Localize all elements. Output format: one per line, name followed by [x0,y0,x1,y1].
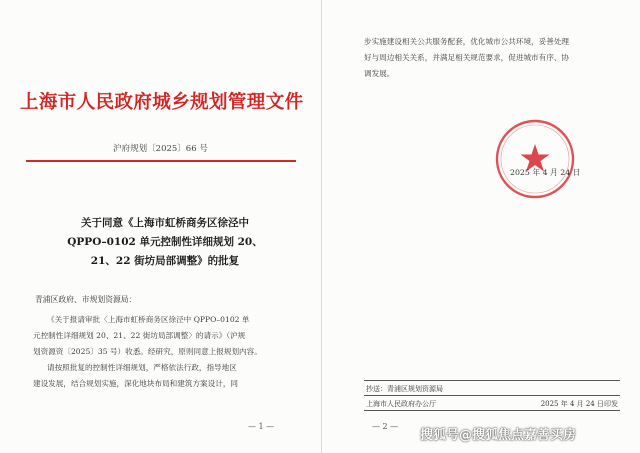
watermark-text: 搜狐号@搜狐焦点嘉善买房 [420,428,577,443]
body-line: 划资源资〔2025〕35 号）收悉。经研究，原则同意上报规划内容。 [33,347,262,356]
signature-date: 2025 年 4 月 24 日 [510,168,581,177]
salutation: 青浦区政府、市规划资源局： [35,295,137,304]
document-page-2 [322,0,640,453]
page-number: — 2 — [372,422,399,431]
body-line: 元控制性详细规划 20、21、22 街坊局部调整〉的请示》（沪规 [33,331,246,340]
issuer-footer [366,399,618,409]
divider [364,410,620,411]
document-subject [40,214,290,271]
cc-line: 抄送：青浦区规划资源局 [366,385,443,393]
official-seal-icon [494,118,576,200]
body-line: 好与周边相关关系，并满足相关规范要求，促进城市有序、协 [364,53,570,62]
subject-line: QPPO–0102 单元控制性详细规划 20、 [67,236,263,248]
header-red-line [26,160,296,162]
footer-date: 2025 年 4 月 24 日印发 [540,400,618,408]
body-line: 建设发展，结合规划实施，深化地块布局和建筑方案设计，同 [33,379,239,388]
body-line: 请按照批复的控制性详细规划，严格依法行政，指导地区 [47,363,237,372]
body-text [33,312,295,392]
subject-line: 21、22 街坊局部调整》的批复 [90,255,240,267]
body-line: 调发展。 [364,69,395,78]
document-header-title: 上海市人民政府城乡规划管理文件 [20,92,304,113]
footer-issuer: 上海市人民政府办公厅 [366,400,436,408]
divider [364,395,620,396]
body-line: 步实施建设相关公共服务配套，优化城市公共环境，妥善处理 [364,37,570,46]
page-number: — 1 — [248,422,275,431]
document-number: 沪府规划〔2025〕66 号 [113,144,208,154]
subject-line: 关于同意《上海市虹桥商务区徐泾中 [81,217,249,229]
body-text [364,34,619,82]
divider [364,380,620,381]
body-line: 《关于报请审批〈上海市虹桥商务区徐泾中 QPPO–0102 单 [47,315,250,324]
